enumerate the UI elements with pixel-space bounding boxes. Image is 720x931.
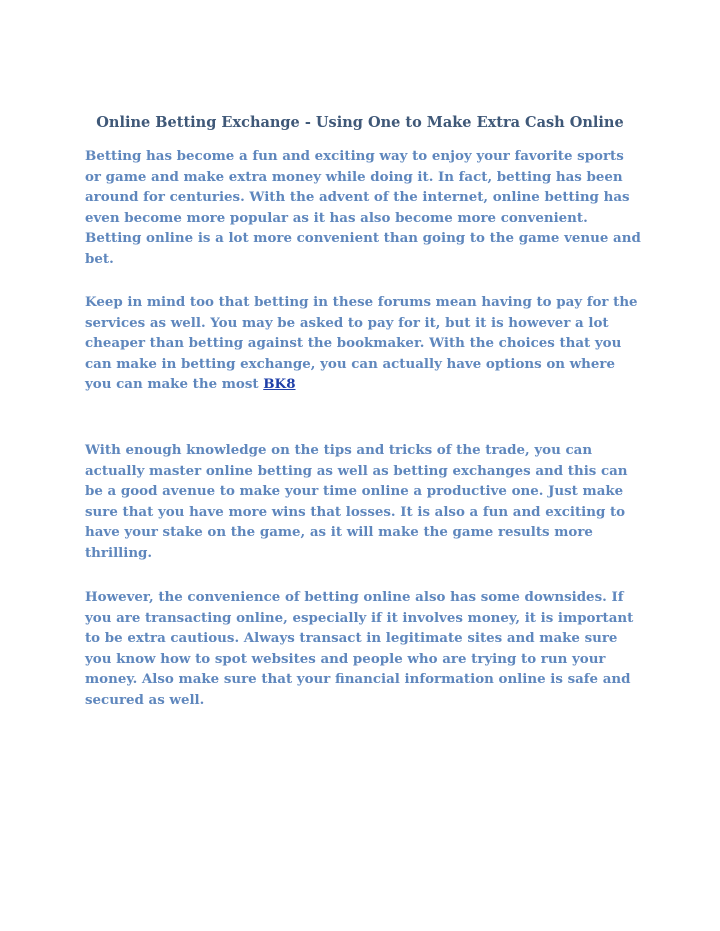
paragraph-downsides: However, the convenience of betting online also has some downsides. If you are transacting online, especially if it involves money, it is important to be extra cautious. Always transact in legitimate sites and make sure you know how to spot websites and people who are trying to run your money. Also make sure that your financial information online is safe and secured as well. [85,589,634,708]
bk8-link[interactable]: BK8 [263,376,296,393]
paragraph-knowledge: With enough knowledge on the tips and tricks of the trade, you can actually master online betting as well as betting exchanges and this can be a good avenue to make your time online a productive one. Just make sure that you have more wins that losses. It is also a fun and exciting to have your stake on the game, as it will make the game results more thrilling. [85,442,628,561]
paragraph-intro: Betting has become a fun and exciting way to enjoy your favorite sports or game and make extra money while doing it. In fact, betting has been around for centuries. With the advent of the internet, online betting has even become more popular as it has also become more convenient. Betting online is a lot more convenient than going to the game venue and bet. [85,148,641,267]
paragraph-betting-forums-text: Keep in mind too that betting in these forums mean having to pay for the services as well. You may be asked to pay for it, but it is however a lot cheaper than betting against the bookmaker. With the choices that you can make in betting exchange, you can actually have options on where you can make the most [85,294,638,393]
paragraph-betting-forums [85,292,641,395]
document-title: Online Betting Exchange - Using One to Make Extra Cash Online [96,114,624,131]
